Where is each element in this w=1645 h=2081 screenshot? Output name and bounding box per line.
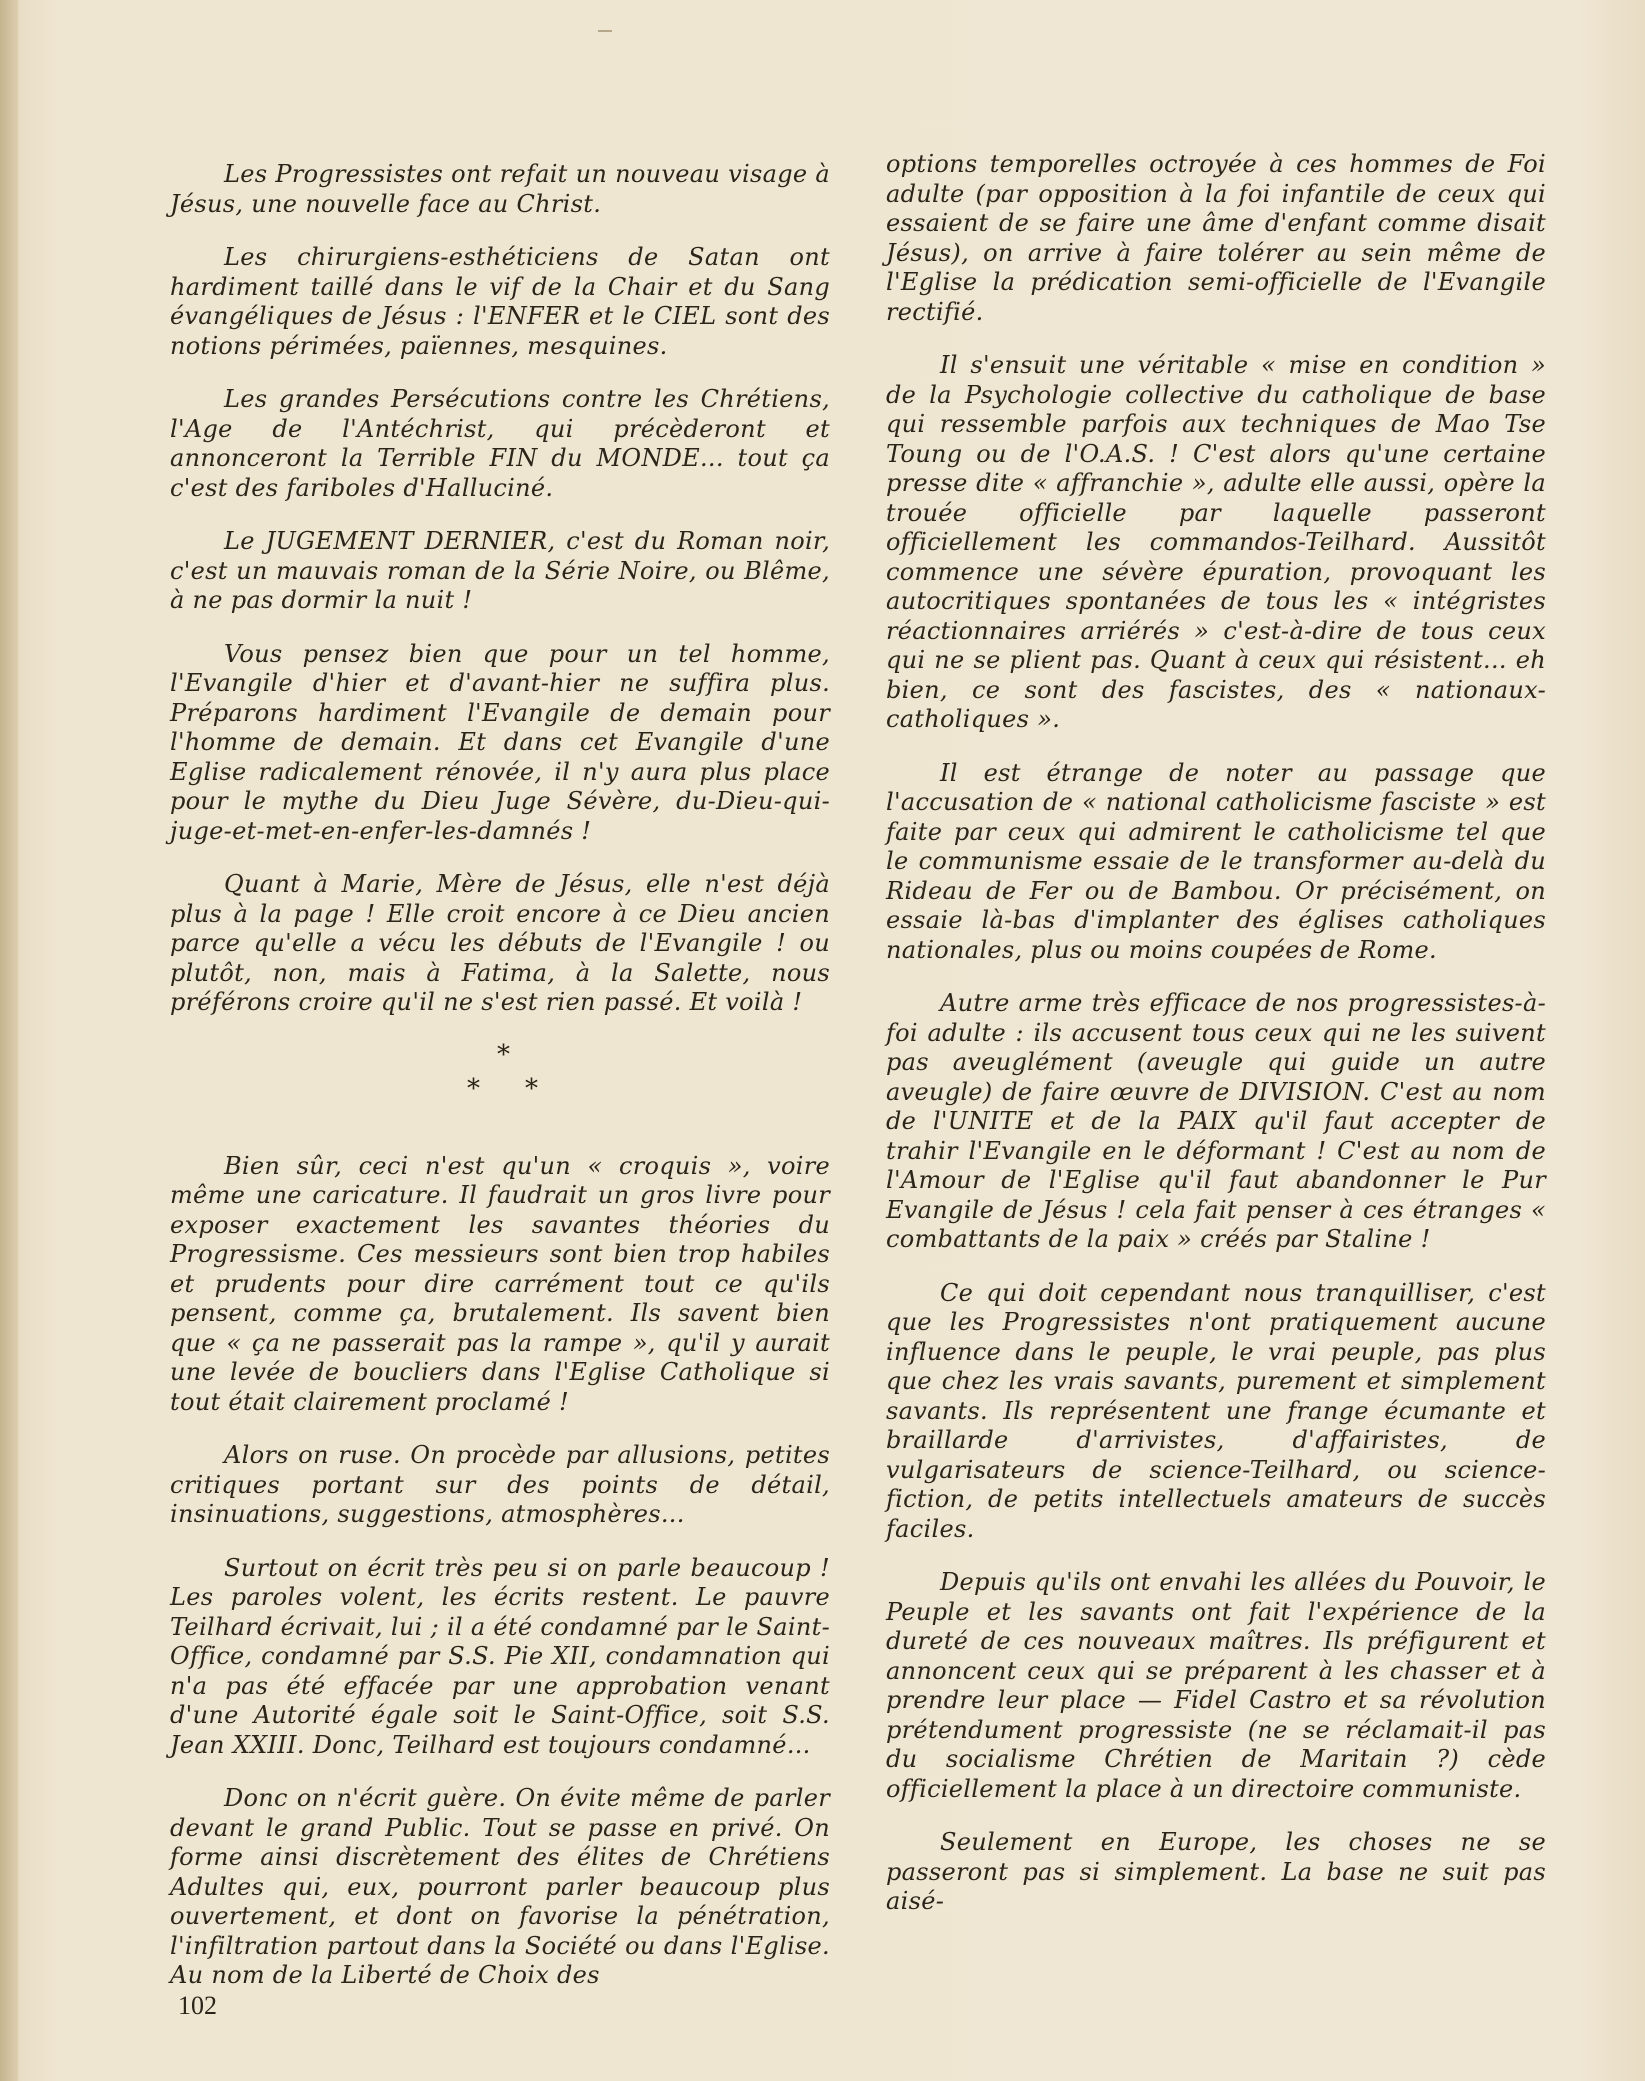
binding-edge bbox=[0, 0, 18, 2081]
paragraph: Il s'ensuit une véritable « mise en condition » de la Psychologie collective du catholique de base qui ressemble parfois aux techniques de Mao Tse Toung ou de l'O.A.S. ! C'est alors qu'une certaine presse dite « affranchie », adulte elle aussi, opère la trouée officielle par laquelle passeront officiellement les commandos-Teilhard. Aussitôt commence une sévère épuration, provoquant les autocritiques spontanées de tous les « intégristes réactionnaires arriérés » c'est-à-dire de tous ceux qui ne se plient pas. Quant à ceux qui résistent... eh bien, ce sont des fascistes, des « nationaux-catholiques ». bbox=[886, 351, 1546, 733]
paragraph: Bien sûr, ceci n'est qu'un « croquis », voire même une caricature. Il faudrait un gros livre pour exposer exactement les savantes théories du Progressisme. Ces messieurs sont bien trop habiles et prudents pour dire carrément tout ce qu'ils pensent, comme ça, brutalement. Ils savent bien que « ça ne passerait pas la rampe », qu'il y aurait une levée de boucliers dans l'Eglise Catholique si tout était clairement proclamé ! bbox=[170, 1151, 830, 1416]
paragraph: Autre arme très efficace de nos progressistes-à-foi adulte : ils accusent tous ceux qui ne les suivent pas aveuglément (aveugle qui guide un autre aveugle) de faire œuvre de DIVISION. C'est au nom de l'UNITE et de la PAIX qu'il faut accepter de trahir l'Evangile en le déformant ! C'est au nom de l'Amour de l'Eglise qu'il faut abandonner le Pur Evangile de Jésus ! cela fait penser à ces étranges « combattants de la paix » créés par Staline ! bbox=[886, 989, 1546, 1253]
paragraph: Les grandes Persécutions contre les Chrétiens, l'Age de l'Antéchrist, qui précèderont et annonceront la Terrible FIN du MONDE... tout ça c'est des fariboles d'Halluciné. bbox=[170, 385, 830, 502]
left-column bbox=[170, 160, 830, 2015]
separator-star: * bbox=[467, 1073, 481, 1104]
page-number: 102 bbox=[178, 1991, 217, 2020]
paragraph: Donc on n'écrit guère. On évite même de parler devant le grand Public. Tout se passe en privé. On forme ainsi discrètement des élites de Chrétiens Adultes qui, eux, pourront parler beaucoup plus ouvertement, et dont on favorise la pénétration, l'infiltration partout dans la Société ou dans l'Eglise. Au nom de la Liberté de Choix des bbox=[170, 1784, 830, 1989]
paragraph: Ce qui doit cependant nous tranquilliser, c'est que les Progressistes n'ont pratiquement aucune influence dans le peuple, le vrai peuple, pas plus que chez les vrais savants, purement et simplement savants. Ils représentent une frange écumante et braillarde d'arrivistes, d'affairistes, de vulgarisateurs de science-Teilhard, ou science-fiction, de petits intellectuels amateurs de succès faciles. bbox=[886, 1278, 1546, 1543]
paragraph: Seulement en Europe, les choses ne se passeront pas si simplement. La base ne suit pas aisé- bbox=[886, 1828, 1546, 1915]
paragraph: Les chirurgiens-esthéticiens de Satan ont hardiment taillé dans le vif de la Chair et du Sang évangéliques de Jésus : l'ENFER et le CIEL sont des notions périmées, païennes, mesquines. bbox=[170, 243, 830, 360]
paragraph: Depuis qu'ils ont envahi les allées du Pouvoir, le Peuple et les savants ont fait l'expérience de la dureté de ces nouveaux maîtres. Ils préfigurent et annoncent ceux qui se préparent à les chasser et à prendre leur place — Fidel Castro et sa révolution prétendument progressiste (ne se réclamait-il pas du socialisme Chrétien de Maritain ?) cède officiellement la place à un directoire communiste. bbox=[886, 1568, 1546, 1803]
top-mark bbox=[598, 30, 612, 32]
section-separator bbox=[170, 1039, 830, 1152]
separator-star: * bbox=[525, 1073, 539, 1104]
paragraph: Surtout on écrit très peu si on parle beaucoup ! Les paroles volent, les écrits restent. Le pauvre Teilhard écrivait, lui ; il a été condamné par le Saint-Office, condamné par S.S. Pie XII, condamnation qui n'a pas été effacée par une approbation venant d'une Autorité égale soit le Saint-Office, soit S.S. Jean XXIII. Donc, Teilhard est toujours condamné... bbox=[170, 1553, 830, 1759]
paragraph: Il est étrange de noter au passage que l'accusation de « national catholicisme fasciste » est faite par ceux qui admirent le catholicisme tel que le communisme essaie de le transformer au-delà du Rideau de Fer ou de Bambou. Or précisément, on essaie là-bas d'implanter des églises catholiques nationales, plus ou moins coupées de Rome. bbox=[886, 758, 1546, 964]
paragraph: options temporelles octroyée à ces hommes de Foi adulte (par opposition à la foi infantile de ceux qui essaient de se faire une âme d'enfant comme disait Jésus), on arrive à faire tolérer au sein même de l'Eglise la prédication semi-officielle de l'Evangile rectifié. bbox=[886, 150, 1546, 326]
separator-star: * bbox=[497, 1039, 511, 1070]
right-column bbox=[886, 150, 1546, 1941]
paragraph: Les Progressistes ont refait un nouveau visage à Jésus, une nouvelle face au Christ. bbox=[170, 160, 830, 218]
paragraph: Quant à Marie, Mère de Jésus, elle n'est déjà plus à la page ! Elle croit encore à ce Dieu ancien parce qu'elle a vécu les débuts de l'Evangile ! ou plutôt, non, mais à Fatima, à la Salette, nous préférons croire qu'il ne s'est rien passé. Et voilà ! bbox=[170, 870, 830, 1016]
paragraph: Vous pensez bien que pour un tel homme, l'Evangile d'hier et d'avant-hier ne suffira plus. Préparons hardiment l'Evangile de demain pour l'homme de demain. Et dans cet Evangile d'une Eglise radicalement rénovée, il n'y aura plus place pour le mythe du Dieu Juge Sévère, du-Dieu-qui-juge-et-met-en-enfer-les-damnés ! bbox=[170, 639, 830, 845]
paragraph: Alors on ruse. On procède par allusions, petites critiques portant sur des points de détail, insinuations, suggestions, atmosphères... bbox=[170, 1441, 830, 1528]
paragraph: Le JUGEMENT DERNIER, c'est du Roman noir, c'est un mauvais roman de la Série Noire, ou Blême, à ne pas dormir la nuit ! bbox=[170, 527, 830, 614]
